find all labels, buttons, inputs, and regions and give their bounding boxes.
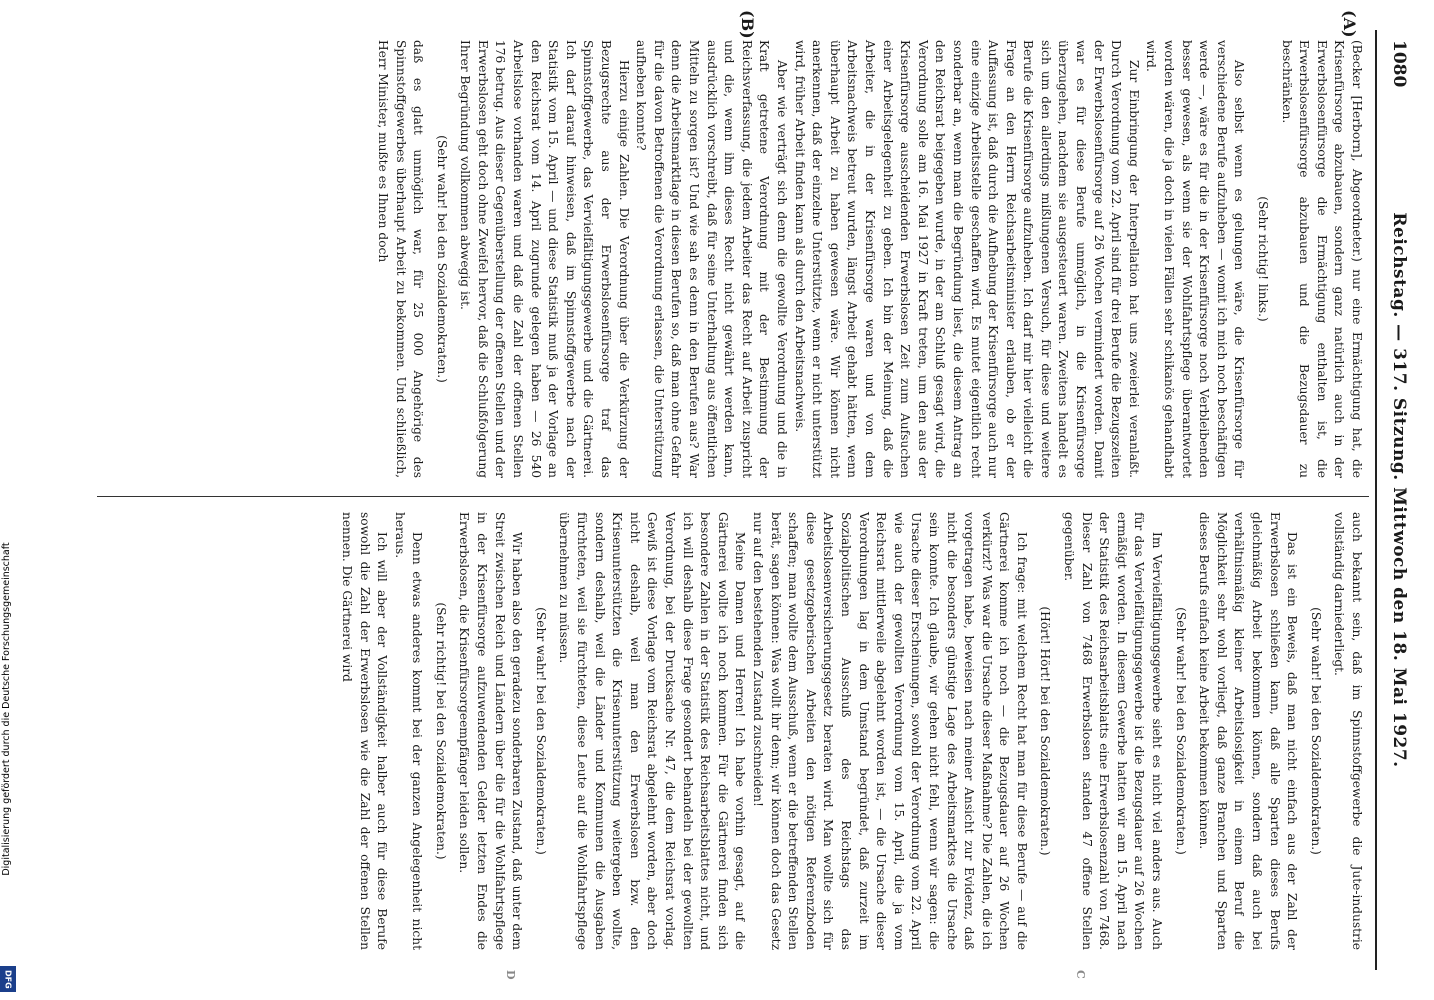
- margin-marker-d: D: [504, 970, 517, 980]
- document-page: [97, 10, 1417, 980]
- paragraph: Ich frage: mit welchem Recht hat man für diese Berufe — auf die Gärtnerei komme ich noch — die Bezugsdauer auf 26 Wochen verkürzt? Was war die Ursache dieser Maßnahme? Die Zahlen, die ich vorgetragen habe, beweisen nach meiner Ansicht zur Evidenz, daß nicht die besonders günstige Lage des Arbeitsmarktes die Ursache sein konnte. Ich glaube, wir gehen nicht fehl, wenn wir sagen: die Ursache dieser Erscheinungen, sowohl der Verordnung vom 22. April wie auch der gewollten Verordnung vom 15. April, die ja vom Reichsrat mittlerweile abgelehnt worden ist, — die Ursache dieser Verordnungen lag in dem Umstand begründet, daß zurzeit im Sozialpolitischen Ausschuß des Reichstags das Arbeitslosenversicherungsgesetz beraten wird. Man wollte sich für diese gesetzgeberischen Arbeiten den nötigen Referenzboden schaffen; man wollte dem Ausschuß, wenn er die betreffenden Stellen berät, sagen können: Was wollt ihr denn; wir können doch das Gesetz nur auf den bestehenden Zustand zuschneiden!: [751, 512, 1029, 950]
- paragraph: Im Vervielfältigungsgewerbe sieht es nicht viel anders aus. Auch für das Vervielfältigungsgewerbe ist die Bezugsdauer auf 26 Wochen ermäßigt worden. In diesem Gewerbe hatten wir am 15. April nach der Statistik des Reichsarbeitsblatts eine Erwerbslosenzahl von 7468. Dieser Zahl von 7468 Erwerbslosen standen 47 offene Stellen gegenüber.: [1062, 512, 1165, 950]
- paragraph: Hierzu einige Zahlen. Die Verordnung über die Verkürzung der Bezugsrechte aus der Erwerbslosenfürsorge traf das Spinnstoffgewerbe, das Vervielfältigungsgewerbe und die Gärtnerei. Ich darf darauf hinweisen, daß im Spinnstoffgewerbe nach der Statistik vom 15. April — und diese Statistik muß ja der Vorlage an den Reichsrat vom 14. April zugrunde gelegen haben — 26 540 Arbeitslose vorhanden waren und daß die Zahl der offenen Stellen 176 betrug. Aus dieser Gegenüberstellung der offenen Stellen und der Erwerbslosen geht doch ohne Zweifel hervor, daß die Schlußfolgerung Ihrer Begründung vollkommen abwegig ist.: [458, 40, 631, 478]
- digitization-sidebar: [0, 0, 18, 1000]
- dfg-logo: DFG: [0, 966, 16, 992]
- paragraph: (Becker [Herborn], Abgeordneter.) nur eine Ermächtigung hat, die Krisenfürsorge abzubauen, sondern ganz natürlich auch in der Erwerbslosenfürsorge die Ermächtigung enthalten ist, die Erwerbslosenfürsorge abzubauen und die Bezugsdauer zu beschränken.: [1279, 40, 1364, 478]
- paragraph: Also selbst wenn es gelungen wäre, die Krisenfürsorge für verschiedene Berufe aufzuheben — womit ich mich noch beschäftigen werde —, wäre es für die in der Krisenfürsorge noch Verbleibenden besser gewesen, als wenn sie der Wohlfahrtspflege überantwortet worden wären, die ja doch in vielen Fällen sehr schikanös gehandhabt wird.: [1144, 40, 1247, 478]
- funding-credit: Digitalisierung gefördert durch die Deutsche Forschungsgemeinschaft: [1, 542, 12, 876]
- column-divider: [97, 496, 1369, 497]
- interjection: (Sehr richtig! bei den Sozialdemokraten.): [433, 602, 448, 860]
- paragraph: Aber wie verträgt sich denn die gewollte Verordnung und die in Kraft getretene Verordnung mit der Bestimmung der Reichsverfassung, die jedem Arbeiter das Recht auf Arbeit zuspricht und die, wenn ihm dieses Recht nicht gewährt werden kann, ausdrücklich vorschreibt, daß für seine Unterhaltung aus öffentlichen Mitteln zu sorgen ist? Und wie sah es denn in den Berufen aus? War denn die Arbeitsmarktlage in diesen Berufen so, daß man ohne Gefahr für die davon Betroffenen die Verordnung erlassen, die Unterstützung aufheben konnte?: [634, 40, 789, 478]
- interjection: (Sehr wahr! bei den Sozialdemokraten.): [1308, 607, 1323, 855]
- interjection: (Sehr wahr! bei den Sozialdemokraten.): [533, 607, 548, 855]
- interjection: (Hört! Hört! bei den Sozialdemokraten.): [1038, 606, 1053, 856]
- paragraph: Ich will aber der Vollständigkeit halber auch für diese Berufe sowohl die Zahl der Erwerbslosen wie die Zahl der offenen Stellen nennen. Die Gärtnerei wird: [339, 512, 390, 950]
- interjection: (Sehr wahr! bei den Sozialdemokraten.): [1173, 607, 1188, 855]
- paragraph: auch bekannt sein, daß im Spinnstoffgewerbe die Jute-industrie vollständig darniederliegt.: [1332, 512, 1364, 950]
- interjection: (Sehr wahr! bei den Sozialdemokraten.): [434, 135, 449, 383]
- paragraph: Das ist ein Beweis, daß man nicht einfach aus der Zahl der Erwerbslosen schließen kann, daß alle Sparten dieses Berufs gleichmäßig Arbeit bekommen können, sondern daß auch bei verhältnismäßig kleiner Arbeitslosigkeit in einem Beruf die Möglichkeit sehr wohl vorliegt, daß ganze Branchen und Sparten dieses Berufs einfach keine Arbeit bekommen können.: [1197, 512, 1300, 950]
- paragraph: Meine Damen und Herren! Ich habe vorhin gesagt, auf die Gärtnerei wollte ich noch kommen. Für die Gärtnerei finden sich besondere Zahlen in der Statistik des Reichsarbeitsblattes nicht, und ich will deshalb diese Frage gesondert behandeln bei der gewollten Verordnung, bei der Drucksache Nr. 47, die dem Reichsrat vorlag. Gewiß ist diese Vorlage vom Reichsrat abgelehnt worden, aber doch nicht deshalb, weil man den Erwerbslosen bzw. den Krisenunterstützten die Krisenunterstützung weitergeben wollte, sondern deshalb, weil die Länder und Kommunen die Ausgaben fürchteten, weil sie fürchteten, diese Leute auf die Wohlfahrtspflege übernehmen zu müssen.: [557, 512, 748, 950]
- paragraph: Zur Einbringung der Interpellation hat uns zweierlei veranlaßt. Durch Verordnung vom 22. April sind für drei Berufe die Bezugszeiten der Erwerbslosenfürsorge auf 26 Wochen vermindert worden. Damit war es für diese Berufe unmöglich, in die Krisenfürsorge überzugehen, nachdem sie ausgesteuert waren. Zweitens handelt es sich um den allerdings mißlungenen Versuch, für diese und weitere Berufe die Krisenfürsorge aufzuheben. Ich darf mir hier vielleicht die Frage an den Herrn Reichsarbeitsminister erlauben, ob er der Auffassung ist, daß durch die Aufhebung der Krisenfürsorge auch nur eine einzige Arbeitsstelle geschaffen wird. Es mutet eigentlich recht sonderbar an, wenn man die Begründung liest, die diesem Antrag an den Reichsrat beigegeben wurde, in der am Schluß gesagt wird, die Verordnung solle am 16. Mai 1927 in Kraft treten, um den aus der Krisenfürsorge ausscheidenden Erwerbslosen Zeit zum Aufsuchen einer Arbeitsgelegenheit zu geben. Ich bin der Meinung, daß die Arbeiter, die in der Krisenfürsorge waren und von dem Arbeitsnachweis betreut wurden, längst Arbeit gehabt hätten, wenn überhaupt Arbeit zu haben gewesen wäre. Wir können nicht anerkennen, daß der einzelne Unterstützte, wenn er nicht unterstützt wird, früher Arbeit finden kann als durch den Arbeitsnachweis.: [792, 40, 1141, 478]
- interjection: (Sehr richtig! links.): [1256, 196, 1271, 322]
- left-column: [97, 40, 1365, 478]
- margin-marker-a: (A): [1340, 10, 1359, 38]
- page-header: [1375, 30, 1417, 970]
- paragraph: Denn etwas anderes kommt bei der ganzen Angelegenheit nicht heraus.: [392, 512, 425, 950]
- page-number: 1080: [1389, 40, 1409, 88]
- paragraph: Wir haben also den geradezu sonderbaren Zustand, daß unter dem Streit zwischen Reich und Ländern über die für die Wohlfahrtspflege in der Krisenfürsorge aufzuwendenden Gelder letzten Endes die Erwerbslosen, die Krisenfürsorgeempfänger leiden sollen.: [457, 512, 525, 950]
- page-running-title: Reichstag. — 317. Sitzung. Mittwoch den 18. Mai 1927.: [1389, 212, 1409, 768]
- margin-marker-c: C: [1074, 970, 1087, 979]
- paragraph: daß es glatt unmöglich war, für 25 000 Angehörige des Spinnstoffgewerbes überhaupt Arbeit zu bekommen. Und schließlich, Herr Minister, mußte es Ihnen doch: [375, 40, 426, 478]
- right-column: [97, 512, 1365, 950]
- margin-marker-b: (B): [738, 10, 757, 39]
